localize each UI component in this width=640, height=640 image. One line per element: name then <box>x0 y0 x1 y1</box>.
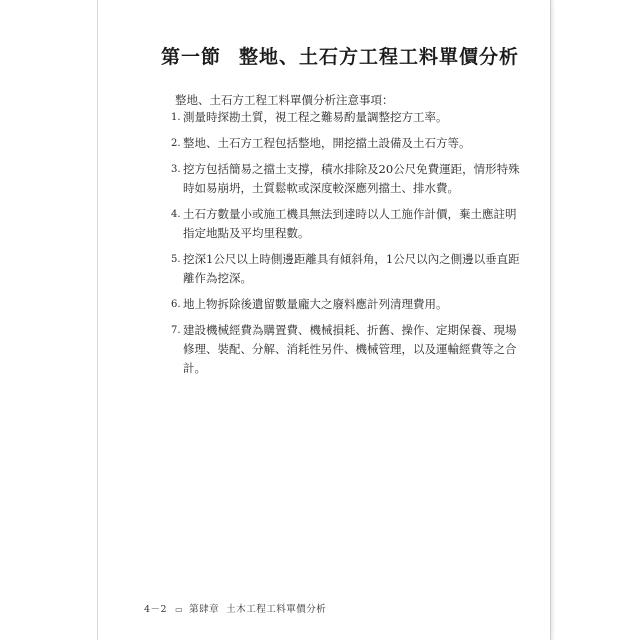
note-item <box>171 205 517 243</box>
section-number: 第一節 <box>161 46 222 68</box>
note-number: 1. <box>171 112 181 123</box>
note-line: 建設機械經費為購置費、機械損耗、折舊、操作、定期保養、現場 <box>183 323 517 337</box>
note-line: 整地、土石方工程包括整地，開挖擋土設備及土石方等。 <box>183 136 471 150</box>
note-number: 2. <box>171 138 181 149</box>
document-page <box>97 0 551 640</box>
note-number: 3. <box>171 164 181 175</box>
note-line: 修理、裝配、分解、消耗性另件、機械管理，以及運輸經費等之合 <box>183 342 517 356</box>
note-number: 5. <box>171 254 181 265</box>
note-item <box>171 250 520 288</box>
note-line: 時如易崩坍，土質鬆軟或深度較深應列擋土、排水費。 <box>183 181 459 195</box>
chapter-title: 土木工程工料單價分析 <box>226 604 327 615</box>
note-item <box>171 321 517 378</box>
note-item <box>171 108 501 127</box>
note-line: 地上物拆除後遺留數量龐大之廢料應計列清理費用。 <box>183 297 448 311</box>
section-heading: 整地、土石方工程工料單價分析 <box>239 46 520 68</box>
note-item <box>171 160 520 198</box>
page-number: 4－2 <box>144 604 168 615</box>
page-footer <box>144 601 326 615</box>
note-line: 挖方包括簡易之擋土支撐，積水排除及20公尺免費運距，情形特殊 <box>183 162 520 176</box>
note-number: 7. <box>171 325 181 336</box>
note-number: 4. <box>171 209 181 220</box>
note-number: 6. <box>171 299 181 310</box>
note-item <box>171 295 501 314</box>
chapter-number: 第肆章 <box>189 604 220 615</box>
note-line: 指定地點及平均里程數。 <box>183 226 310 240</box>
note-line: 測量時探勘土質，視工程之難易酌量調整挖方工率。 <box>183 110 448 124</box>
section-title <box>161 42 541 70</box>
notes-list <box>171 108 520 385</box>
note-line: 離作為挖深。 <box>183 271 252 285</box>
notes-intro: 整地、土石方工程工料單價分析注意事項： <box>175 93 394 107</box>
note-line: 計。 <box>183 361 206 375</box>
note-item <box>171 134 501 153</box>
note-line: 土石方數量小或施工機具無法到達時以人工施作計價，棄土應註明 <box>183 207 517 221</box>
footer-mark-icon: ▭ <box>175 605 184 614</box>
note-line: 挖深1公尺以上時側邊距離具有傾斜角，1公尺以內之側邊以垂直距 <box>183 252 520 266</box>
